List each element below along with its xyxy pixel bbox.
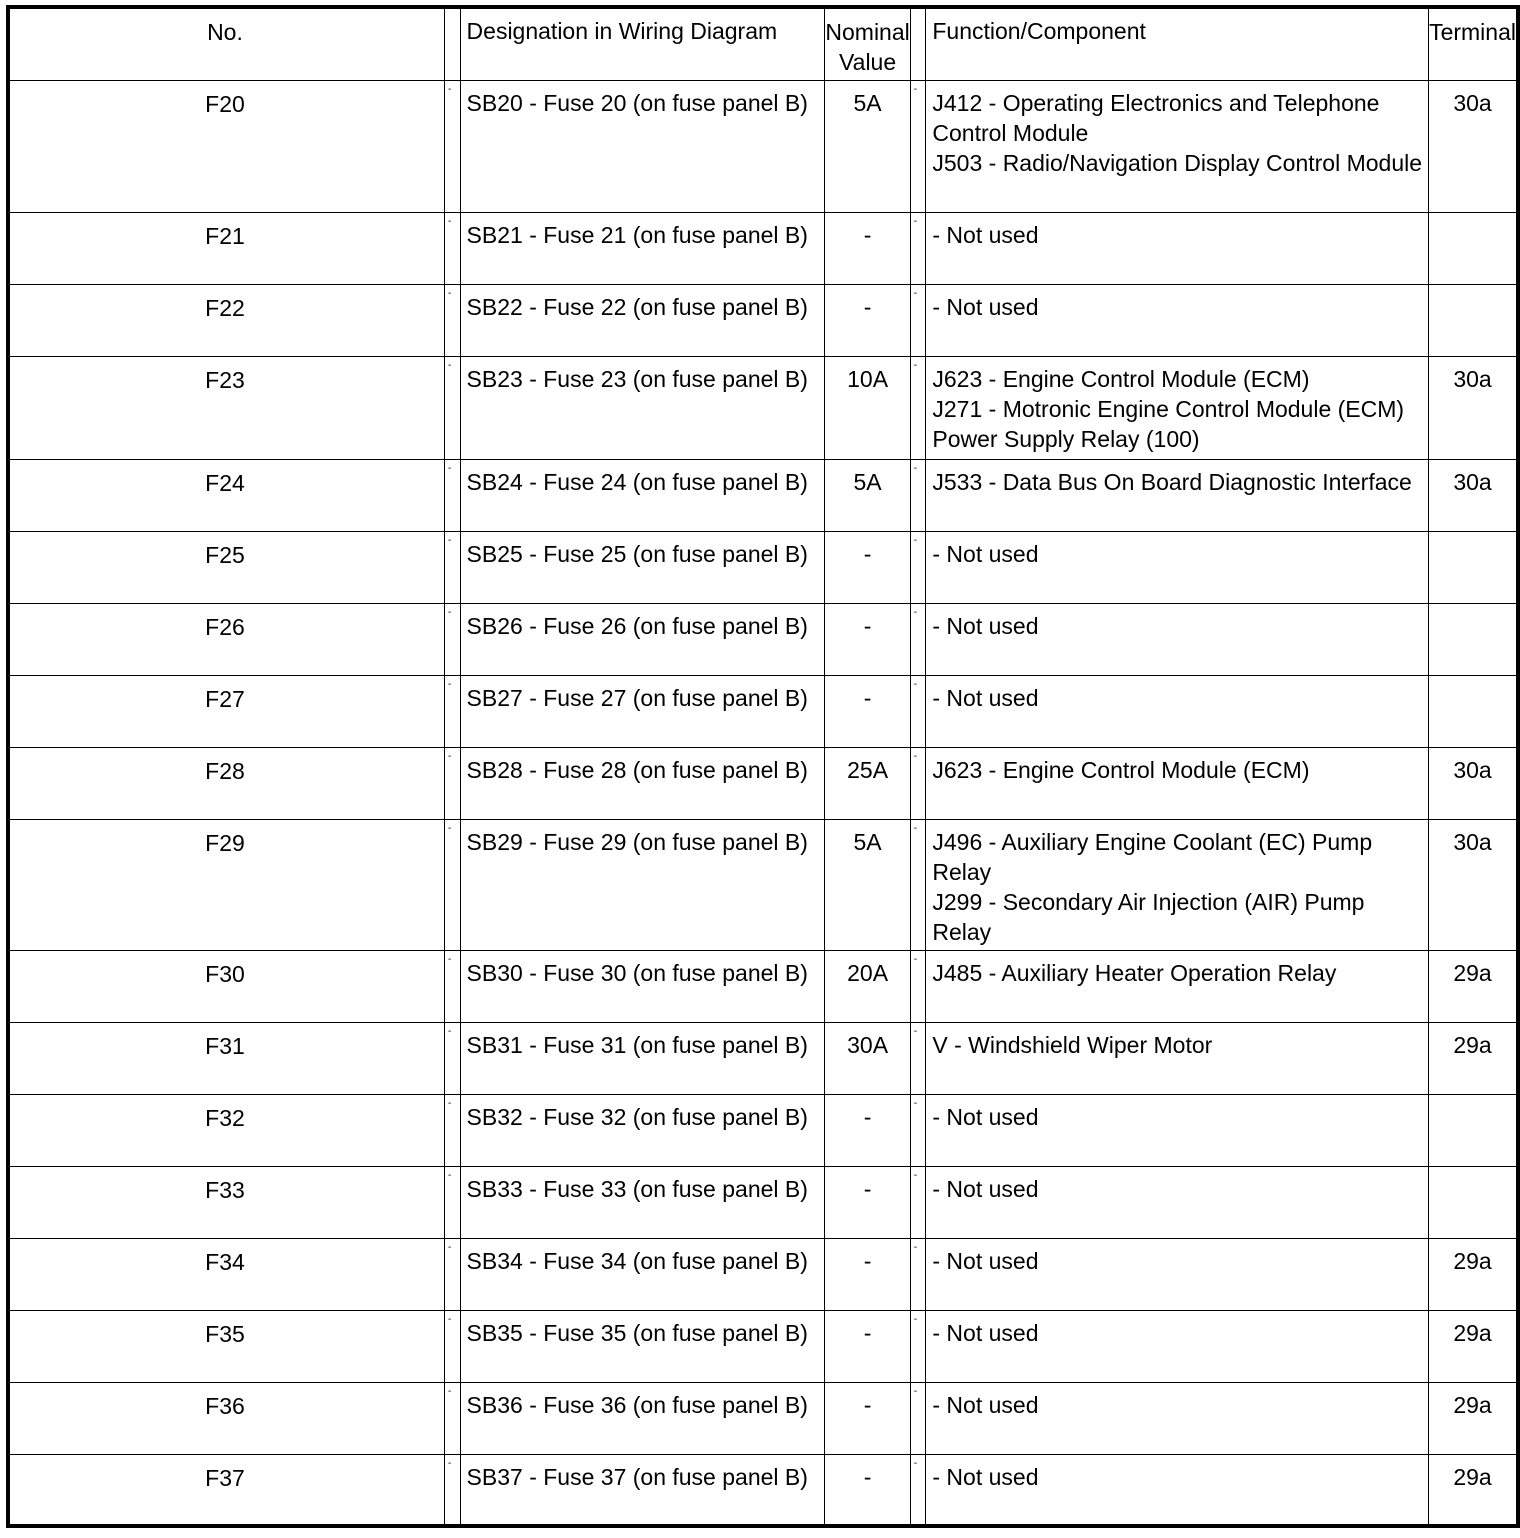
nominal-value: 5A bbox=[825, 80, 910, 212]
function-line: J271 - Motronic Engine Control Module (ECM) Power Supply Relay (100) bbox=[932, 395, 1405, 452]
function-component bbox=[926, 1022, 1429, 1094]
nominal-value: - bbox=[825, 675, 910, 747]
gap-mark: - bbox=[447, 215, 452, 227]
gap-mark: - bbox=[447, 750, 452, 762]
gap-cell bbox=[910, 819, 926, 950]
table-row bbox=[8, 459, 1518, 531]
fuse-number: F26 bbox=[8, 603, 444, 675]
function-component bbox=[926, 1382, 1429, 1454]
function-line: - Not used bbox=[932, 1391, 1039, 1418]
nominal-value: - bbox=[825, 1166, 910, 1238]
nominal-value: - bbox=[825, 212, 910, 284]
function-component bbox=[926, 80, 1429, 212]
function-line: J623 - Engine Control Module (ECM) bbox=[932, 365, 1310, 392]
table-row bbox=[8, 356, 1518, 459]
function-component bbox=[926, 531, 1429, 603]
gap-mark: - bbox=[447, 534, 452, 546]
terminal: 29a bbox=[1429, 1238, 1518, 1310]
fuse-number: F37 bbox=[8, 1454, 444, 1526]
function-line: V - Windshield Wiper Motor bbox=[932, 1031, 1213, 1058]
gap-mark: - bbox=[447, 678, 452, 690]
fuse-number: F30 bbox=[8, 950, 444, 1022]
function-component bbox=[926, 459, 1429, 531]
header-row bbox=[8, 7, 1518, 80]
designation: SB23 - Fuse 23 (on fuse panel B) bbox=[460, 356, 825, 459]
nominal-value: - bbox=[825, 1094, 910, 1166]
designation: SB26 - Fuse 26 (on fuse panel B) bbox=[460, 603, 825, 675]
gap-cell bbox=[444, 1382, 460, 1454]
terminal: 29a bbox=[1429, 1022, 1518, 1094]
terminal: 29a bbox=[1429, 1382, 1518, 1454]
terminal bbox=[1429, 603, 1518, 675]
gap-mark: - bbox=[913, 462, 918, 474]
designation: SB28 - Fuse 28 (on fuse panel B) bbox=[460, 747, 825, 819]
header-terminal: Terminal bbox=[1429, 7, 1518, 80]
gap-mark: - bbox=[913, 750, 918, 762]
function-line: - Not used bbox=[932, 540, 1039, 567]
fuse-number: F34 bbox=[8, 1238, 444, 1310]
table-row bbox=[8, 950, 1518, 1022]
gap-mark: - bbox=[913, 1457, 918, 1469]
gap-cell bbox=[910, 747, 926, 819]
designation: SB25 - Fuse 25 (on fuse panel B) bbox=[460, 531, 825, 603]
function-component bbox=[926, 950, 1429, 1022]
gap-cell bbox=[444, 747, 460, 819]
gap-cell bbox=[910, 1238, 926, 1310]
nominal-value: - bbox=[825, 531, 910, 603]
header-gap bbox=[444, 7, 460, 80]
function-component bbox=[926, 284, 1429, 356]
table-row bbox=[8, 80, 1518, 212]
gap-cell bbox=[444, 675, 460, 747]
gap-cell bbox=[910, 1310, 926, 1382]
gap-cell bbox=[910, 675, 926, 747]
function-line: - Not used bbox=[932, 1463, 1039, 1490]
fuse-number: F28 bbox=[8, 747, 444, 819]
terminal: 30a bbox=[1429, 459, 1518, 531]
terminal bbox=[1429, 1166, 1518, 1238]
gap-cell bbox=[910, 284, 926, 356]
function-line: J485 - Auxiliary Heater Operation Relay bbox=[932, 959, 1337, 986]
gap-cell bbox=[444, 531, 460, 603]
terminal: 30a bbox=[1429, 819, 1518, 950]
gap-mark: - bbox=[913, 1025, 918, 1037]
gap-cell bbox=[444, 819, 460, 950]
nominal-value: - bbox=[825, 1454, 910, 1526]
designation: SB37 - Fuse 37 (on fuse panel B) bbox=[460, 1454, 825, 1526]
table-row bbox=[8, 1382, 1518, 1454]
gap-cell bbox=[444, 284, 460, 356]
nominal-value: - bbox=[825, 603, 910, 675]
gap-mark: - bbox=[447, 1457, 452, 1469]
terminal bbox=[1429, 675, 1518, 747]
designation: SB36 - Fuse 36 (on fuse panel B) bbox=[460, 1382, 825, 1454]
function-component bbox=[926, 356, 1429, 459]
nominal-value: 30A bbox=[825, 1022, 910, 1094]
gap-mark: - bbox=[913, 287, 918, 299]
gap-cell bbox=[444, 1454, 460, 1526]
function-line: J299 - Secondary Air Injection (AIR) Pump Relay bbox=[932, 888, 1365, 945]
gap-mark: - bbox=[913, 678, 918, 690]
terminal: 30a bbox=[1429, 80, 1518, 212]
nominal-value: 10A bbox=[825, 356, 910, 459]
table-row bbox=[8, 1454, 1518, 1526]
nominal-value: 25A bbox=[825, 747, 910, 819]
header-function: Function/Component bbox=[926, 7, 1429, 80]
header-designation: Designation in Wiring Diagram bbox=[460, 7, 825, 80]
gap-cell bbox=[444, 212, 460, 284]
gap-cell bbox=[910, 531, 926, 603]
gap-cell bbox=[910, 950, 926, 1022]
gap-mark: - bbox=[447, 1097, 452, 1109]
designation: SB22 - Fuse 22 (on fuse panel B) bbox=[460, 284, 825, 356]
gap-mark: - bbox=[913, 1313, 918, 1325]
function-component bbox=[926, 1454, 1429, 1526]
function-line: - Not used bbox=[932, 1247, 1039, 1274]
function-component bbox=[926, 675, 1429, 747]
table-row bbox=[8, 1094, 1518, 1166]
fuse-number: F36 bbox=[8, 1382, 444, 1454]
gap-mark: - bbox=[913, 83, 918, 95]
function-line: - Not used bbox=[932, 221, 1039, 248]
function-component bbox=[926, 1238, 1429, 1310]
designation: SB24 - Fuse 24 (on fuse panel B) bbox=[460, 459, 825, 531]
terminal: 30a bbox=[1429, 356, 1518, 459]
gap-mark: - bbox=[913, 953, 918, 965]
fuse-number: F31 bbox=[8, 1022, 444, 1094]
nominal-value: 20A bbox=[825, 950, 910, 1022]
function-line: J496 - Auxiliary Engine Coolant (EC) Pump Relay bbox=[932, 828, 1373, 885]
fuse-number: F22 bbox=[8, 284, 444, 356]
fuse-number: F25 bbox=[8, 531, 444, 603]
terminal bbox=[1429, 531, 1518, 603]
gap-cell bbox=[444, 80, 460, 212]
designation: SB21 - Fuse 21 (on fuse panel B) bbox=[460, 212, 825, 284]
table-row bbox=[8, 819, 1518, 950]
gap-mark: - bbox=[447, 462, 452, 474]
designation: SB33 - Fuse 33 (on fuse panel B) bbox=[460, 1166, 825, 1238]
gap-cell bbox=[910, 603, 926, 675]
gap-cell bbox=[444, 1166, 460, 1238]
gap-mark: - bbox=[913, 359, 918, 371]
table-row bbox=[8, 675, 1518, 747]
gap-mark: - bbox=[913, 1241, 918, 1253]
function-line: - Not used bbox=[932, 684, 1039, 711]
function-line: - Not used bbox=[932, 293, 1039, 320]
terminal: 29a bbox=[1429, 950, 1518, 1022]
nominal-value: - bbox=[825, 1382, 910, 1454]
table-row bbox=[8, 531, 1518, 603]
gap-cell bbox=[444, 459, 460, 531]
fuse-number: F24 bbox=[8, 459, 444, 531]
gap-cell bbox=[444, 1022, 460, 1094]
gap-cell bbox=[910, 80, 926, 212]
function-component bbox=[926, 1166, 1429, 1238]
function-line: - Not used bbox=[932, 1175, 1039, 1202]
gap-mark: - bbox=[447, 1025, 452, 1037]
gap-cell bbox=[910, 1382, 926, 1454]
fuse-number: F35 bbox=[8, 1310, 444, 1382]
gap-mark: - bbox=[913, 1097, 918, 1109]
function-line: J412 - Operating Electronics and Telephone Control Module bbox=[932, 89, 1380, 146]
terminal bbox=[1429, 284, 1518, 356]
designation: SB34 - Fuse 34 (on fuse panel B) bbox=[460, 1238, 825, 1310]
gap-mark: - bbox=[913, 1385, 918, 1397]
gap-mark: - bbox=[913, 822, 918, 834]
gap-mark: - bbox=[913, 534, 918, 546]
function-component bbox=[926, 819, 1429, 950]
function-component bbox=[926, 1094, 1429, 1166]
fuse-number: F23 bbox=[8, 356, 444, 459]
header-gap-2 bbox=[910, 7, 926, 80]
gap-mark: - bbox=[447, 606, 452, 618]
gap-cell bbox=[444, 950, 460, 1022]
fuse-number: F33 bbox=[8, 1166, 444, 1238]
table-row bbox=[8, 747, 1518, 819]
function-line: J533 - Data Bus On Board Diagnostic Interface bbox=[932, 468, 1412, 495]
gap-mark: - bbox=[447, 83, 452, 95]
function-line: - Not used bbox=[932, 1319, 1039, 1346]
terminal bbox=[1429, 1094, 1518, 1166]
gap-cell bbox=[444, 603, 460, 675]
gap-mark: - bbox=[447, 953, 452, 965]
gap-mark: - bbox=[447, 1313, 452, 1325]
table-row bbox=[8, 212, 1518, 284]
gap-mark: - bbox=[447, 822, 452, 834]
function-component bbox=[926, 212, 1429, 284]
gap-cell bbox=[910, 212, 926, 284]
designation: SB27 - Fuse 27 (on fuse panel B) bbox=[460, 675, 825, 747]
designation: SB30 - Fuse 30 (on fuse panel B) bbox=[460, 950, 825, 1022]
gap-cell bbox=[910, 1166, 926, 1238]
table-row bbox=[8, 1238, 1518, 1310]
gap-mark: - bbox=[447, 1169, 452, 1181]
table-row bbox=[8, 603, 1518, 675]
gap-mark: - bbox=[447, 359, 452, 371]
gap-mark: - bbox=[913, 215, 918, 227]
gap-mark: - bbox=[913, 1169, 918, 1181]
designation: SB35 - Fuse 35 (on fuse panel B) bbox=[460, 1310, 825, 1382]
gap-cell bbox=[910, 1454, 926, 1526]
gap-mark: - bbox=[913, 606, 918, 618]
header-no: No. bbox=[8, 7, 444, 80]
gap-mark: - bbox=[447, 1385, 452, 1397]
gap-cell bbox=[444, 1094, 460, 1166]
function-component bbox=[926, 747, 1429, 819]
function-component bbox=[926, 603, 1429, 675]
nominal-value: - bbox=[825, 284, 910, 356]
terminal bbox=[1429, 212, 1518, 284]
gap-cell bbox=[444, 1310, 460, 1382]
table-row bbox=[8, 284, 1518, 356]
fuse-number: F29 bbox=[8, 819, 444, 950]
gap-cell bbox=[444, 356, 460, 459]
fuse-table bbox=[6, 5, 1520, 1528]
table-row bbox=[8, 1310, 1518, 1382]
table-row bbox=[8, 1022, 1518, 1094]
terminal: 29a bbox=[1429, 1454, 1518, 1526]
gap-cell bbox=[444, 1238, 460, 1310]
designation: SB20 - Fuse 20 (on fuse panel B) bbox=[460, 80, 825, 212]
table-row bbox=[8, 1166, 1518, 1238]
nominal-value: - bbox=[825, 1310, 910, 1382]
fuse-number: F32 bbox=[8, 1094, 444, 1166]
gap-cell bbox=[910, 1022, 926, 1094]
gap-cell bbox=[910, 356, 926, 459]
nominal-value: 5A bbox=[825, 819, 910, 950]
function-line: - Not used bbox=[932, 612, 1039, 639]
designation: SB32 - Fuse 32 (on fuse panel B) bbox=[460, 1094, 825, 1166]
function-line: J503 - Radio/Navigation Display Control Module bbox=[932, 149, 1423, 176]
terminal: 29a bbox=[1429, 1310, 1518, 1382]
function-component bbox=[926, 1310, 1429, 1382]
fuse-number: F20 bbox=[8, 80, 444, 212]
gap-mark: - bbox=[447, 287, 452, 299]
gap-cell bbox=[910, 1094, 926, 1166]
gap-cell bbox=[910, 459, 926, 531]
designation: SB29 - Fuse 29 (on fuse panel B) bbox=[460, 819, 825, 950]
gap-mark: - bbox=[447, 1241, 452, 1253]
terminal: 30a bbox=[1429, 747, 1518, 819]
header-nominal-value: Nominal Value bbox=[825, 7, 910, 80]
fuse-number: F21 bbox=[8, 212, 444, 284]
designation: SB31 - Fuse 31 (on fuse panel B) bbox=[460, 1022, 825, 1094]
function-line: J623 - Engine Control Module (ECM) bbox=[932, 756, 1310, 783]
nominal-value: - bbox=[825, 1238, 910, 1310]
function-line: - Not used bbox=[932, 1103, 1039, 1130]
nominal-value: 5A bbox=[825, 459, 910, 531]
fuse-number: F27 bbox=[8, 675, 444, 747]
